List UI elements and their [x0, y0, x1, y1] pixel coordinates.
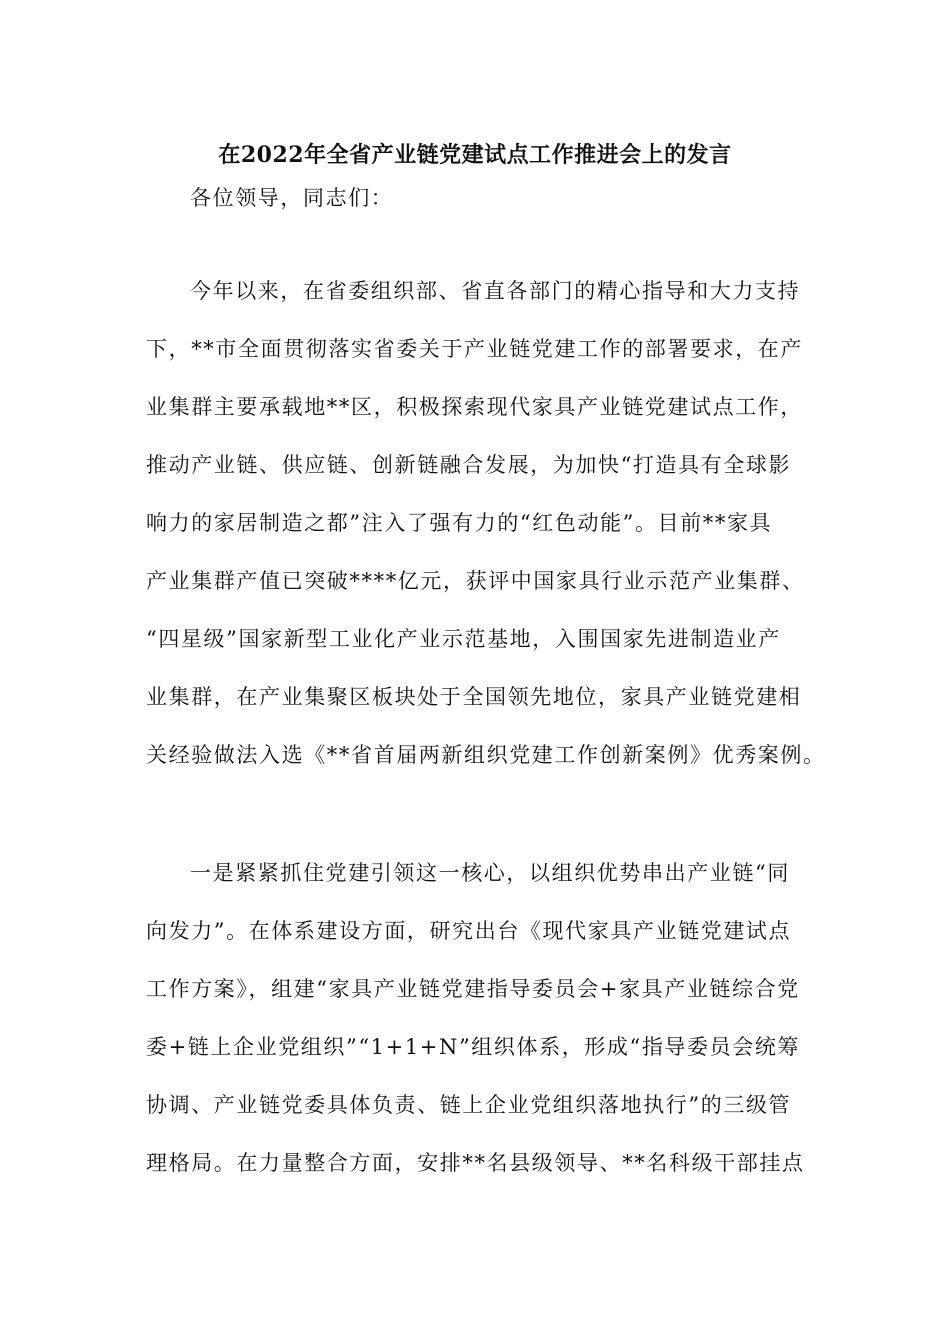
paragraph-line: 工作方案》，组建“家具产业链党建指导委员会+家具产业链综合党 — [146, 977, 800, 1001]
paragraph-line: 推动产业链、供应链、创新链融合发展，为加快“打造具有全球影 — [146, 453, 792, 477]
paragraph-line: 向发力”。在体系建设方面，研究出台《现代家具产业链党建试点 — [146, 919, 792, 943]
paragraph-line: 一是紧紧抓住党建引领这一核心，以组织优势串出产业链“同 — [190, 861, 790, 885]
paragraph-line: “四星级”国家新型工业化产业示范基地，入围国家先进制造业产 — [146, 627, 781, 651]
salutation: 各位领导，同志们： — [190, 186, 394, 210]
paragraph-line: 委+链上企业党组织”“1+1+N”组织体系，形成“指导委员会统筹 — [146, 1035, 801, 1059]
paragraph-line: 业集群主要承载地**区，积极探索现代家具产业链党建试点工作， — [146, 395, 803, 419]
paragraph-line: 今年以来，在省委组织部、省直各部门的精心指导和大力支持 — [190, 279, 801, 303]
document-title: 在2022年全省产业链党建试点工作推进会上的发言 — [218, 142, 732, 168]
paragraph-line: 理格局。在力量整合方面，安排**名县级领导、**名科级干部挂点 — [146, 1151, 805, 1175]
paragraph-line: 关经验做法入选《**省首届两新组织党建工作创新案例》优秀案例。 — [146, 743, 826, 767]
paragraph-line: 响力的家居制造之都”注入了强有力的“红色动能”。目前**家具 — [146, 511, 773, 535]
paragraph-line: 下，**市全面贯彻落实省委关于产业链党建工作的部署要求，在产 — [146, 337, 803, 361]
paragraph-line: 产业集群产值已突破****亿元，获评中国家具行业示范产业集群、 — [146, 569, 805, 593]
paragraph-line: 协调、产业链党委具体负责、链上企业党组织落地执行”的三级管 — [146, 1093, 792, 1117]
paragraph-line: 业集群，在产业集聚区板块处于全国领先地位，家具产业链党建相 — [146, 685, 802, 709]
